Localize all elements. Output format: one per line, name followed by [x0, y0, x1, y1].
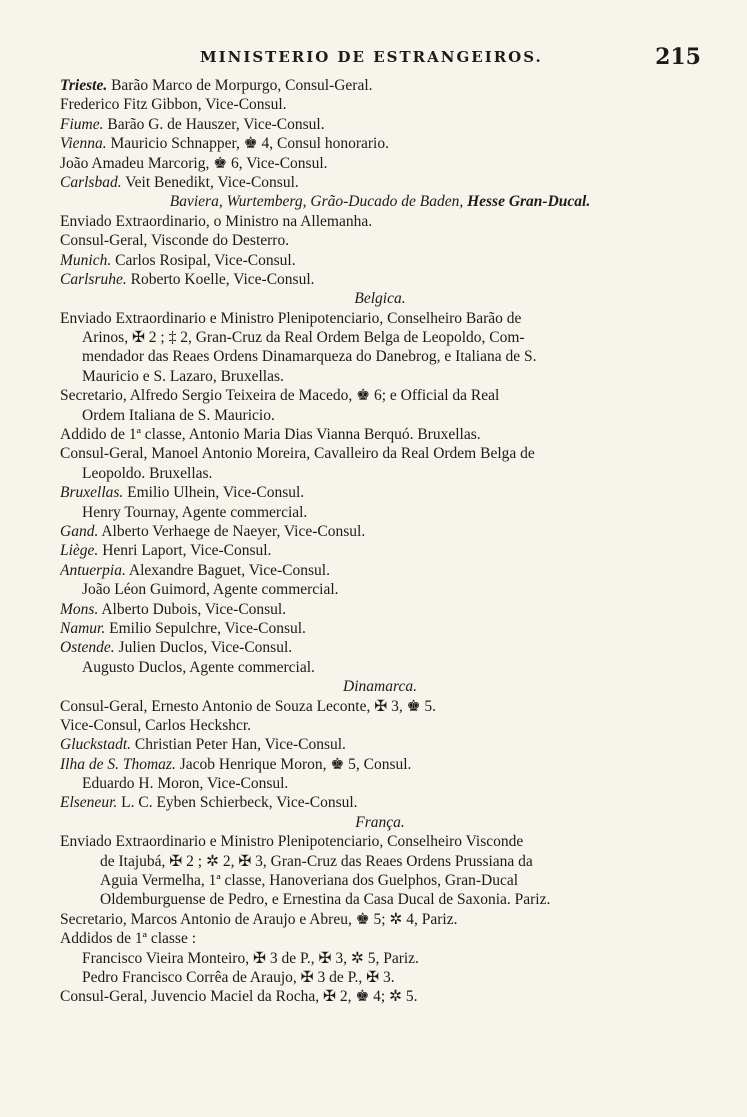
section-heading [60, 677, 700, 696]
entry-text: Julien Duclos, Vice-Consul. [114, 639, 293, 657]
entry-text: Addidos de 1ª classe : [60, 930, 197, 948]
entry-text: Jacob Henrique Moron, ♚ 5, Consul. [175, 755, 412, 773]
entry-line [60, 949, 700, 968]
section-title-extra: Hesse Gran-Ducal. [467, 193, 591, 211]
section-heading [60, 192, 700, 211]
page-header [0, 44, 747, 74]
place-name: Gand. [60, 522, 99, 540]
entry-text: Addido de 1ª classe, Antonio Maria Dias Vianna Berquó. Bruxellas. [60, 426, 481, 444]
entry-line [60, 212, 700, 231]
section-title: Belgica. [354, 290, 406, 308]
entry-text: Secretario, Alfredo Sergio Teixeira de Macedo, ♚ 6; e Official da Real [60, 387, 500, 405]
place-name: Carlsbad. [60, 173, 122, 191]
entry-text: mendador das Reaes Ordens Dinamarqueza do Danebrog, e Italiana de S. [82, 348, 537, 366]
entry-text: Mauricio e S. Lazaro, Bruxellas. [82, 367, 284, 385]
section-heading [60, 289, 700, 308]
entry-text: Henri Laport, Vice-Consul. [98, 542, 272, 560]
place-name: Carlsruhe. [60, 270, 127, 288]
entry-line [60, 832, 700, 851]
entry-text: Vice-Consul, Carlos Heckshcr. [60, 716, 252, 734]
entry-text: Consul-Geral, Ernesto Antonio de Souza Leconte, ✠ 3, ♚ 5. [60, 697, 436, 715]
entry-line [60, 600, 700, 619]
entry-line [60, 95, 700, 114]
place-name: Mons. [60, 600, 99, 618]
section-title: Baviera, Wurtemberg, Grão-Ducado de Baden, [169, 193, 464, 211]
entry-line [60, 464, 700, 483]
running-title: MINISTERIO DE ESTRANGEIROS. [200, 48, 543, 66]
entry-line [60, 444, 700, 463]
page-body [60, 76, 700, 1007]
entry-line [60, 987, 700, 1006]
entry-line [60, 115, 700, 134]
entry-line [60, 173, 700, 192]
entry-text: Arinos, ✠ 2 ; ‡ 2, Gran-Cruz da Real Ordem Belga de Leopoldo, Com- [82, 329, 525, 347]
entry-text: Aguia Vermelha, 1ª classe, Hanoveriana dos Guelphos, Gran-Ducal [100, 872, 519, 890]
entry-line [60, 561, 700, 580]
entry-line [60, 76, 700, 95]
entry-line [60, 890, 700, 909]
entry-text: Christian Peter Han, Vice-Consul. [131, 736, 346, 754]
entry-line [60, 134, 700, 153]
place-name: Fiume. [60, 115, 104, 133]
entry-text: Eduardo H. Moron, Vice-Consul. [82, 775, 289, 793]
entry-line [60, 929, 700, 948]
entry-line [60, 774, 700, 793]
entry-text: Alexandre Baguet, Vice-Consul. [125, 561, 330, 579]
entry-line [60, 638, 700, 657]
entry-line [60, 658, 700, 677]
place-name: Vienna. [60, 135, 107, 153]
entry-text: João Amadeu Marcorig, ♚ 6, Vice-Consul. [60, 154, 328, 172]
entry-line [60, 697, 700, 716]
entry-text: Barão G. de Hauszer, Vice-Consul. [103, 115, 325, 133]
entry-text: Roberto Koelle, Vice-Consul. [126, 270, 315, 288]
entry-text: Alberto Verhaege de Naeyer, Vice-Consul. [98, 522, 366, 540]
entry-line [60, 755, 700, 774]
entry-text: Augusto Duclos, Agente commercial. [82, 658, 315, 676]
entry-text: de Itajubá, ✠ 2 ; ✲ 2, ✠ 3, Gran-Cruz das Reaes Ordens Prussiana da [100, 852, 533, 870]
entry-text: Enviado Extraordinario e Ministro Plenipotenciario, Conselheiro Visconde [60, 833, 524, 851]
entry-text: Oldemburguense de Pedro, e Ernestina da Casa Ducal de Saxonia. Pariz. [100, 891, 551, 909]
entry-line [60, 910, 700, 929]
place-name: Namur. [60, 619, 106, 637]
entry-line [60, 619, 700, 638]
place-name: Liège. [60, 542, 99, 560]
entry-text: Consul-Geral, Visconde do Desterro. [60, 232, 290, 250]
entry-line [60, 367, 700, 386]
entry-text: Frederico Fitz Gibbon, Vice-Consul. [60, 96, 287, 114]
entry-text: Alberto Dubois, Vice-Consul. [98, 600, 287, 618]
place-name: Munich. [60, 251, 112, 269]
entry-text: Pedro Francisco Corrêa de Araujo, ✠ 3 de P., ✠ 3. [82, 968, 395, 986]
entry-text: Francisco Vieira Monteiro, ✠ 3 de P., ✠ 3, ✲ 5, Pariz. [82, 949, 419, 967]
entry-text: Ordem Italiana de S. Mauricio. [82, 406, 275, 424]
entry-line [60, 522, 700, 541]
place-name: Bruxellas. [60, 484, 124, 502]
entry-line [60, 871, 700, 890]
entry-line [60, 251, 700, 270]
entry-line [60, 793, 700, 812]
place-name: Elseneur. [60, 794, 118, 812]
entry-text: Leopoldo. Bruxellas. [82, 464, 213, 482]
section-title: Dinamarca. [343, 678, 417, 696]
place-name: Antuerpia. [60, 561, 126, 579]
entry-text: Henry Tournay, Agente commercial. [82, 503, 308, 521]
entry-line [60, 328, 700, 347]
entry-text: L. C. Eyben Schierbeck, Vice-Consul. [117, 794, 358, 812]
entry-line [60, 503, 700, 522]
section-title: França. [355, 813, 405, 831]
entry-line [60, 541, 700, 560]
entry-line [60, 231, 700, 250]
entry-line [60, 154, 700, 173]
entry-text: Secretario, Marcos Antonio de Araujo e Abreu, ♚ 5; ✲ 4, Pariz. [60, 910, 458, 928]
entry-text: Enviado Extraordinario, o Ministro na Allemanha. [60, 212, 373, 230]
entry-line [60, 347, 700, 366]
entry-line [60, 406, 700, 425]
entry-line [60, 580, 700, 599]
place-name: Ilha de S. Thomaz. [60, 755, 176, 773]
entry-line [60, 425, 700, 444]
entry-line [60, 270, 700, 289]
entry-text: Consul-Geral, Juvencio Maciel da Rocha, ✠ 2, ♚ 4; ✲ 5. [60, 988, 418, 1006]
place-name: Ostende. [60, 639, 115, 657]
entry-text: Carlos Rosipal, Vice-Consul. [111, 251, 296, 269]
entry-text: Mauricio Schnapper, ♚ 4, Consul honorario. [106, 135, 389, 153]
entry-line [60, 735, 700, 754]
entry-text: Barão Marco de Morpurgo, Consul-Geral. [107, 77, 373, 94]
entry-text: Consul-Geral, Manoel Antonio Moreira, Cavalleiro da Real Ordem Belga de [60, 445, 535, 463]
entry-text: Emilio Ulhein, Vice-Consul. [123, 484, 305, 502]
entry-line [60, 483, 700, 502]
entry-line [60, 309, 700, 328]
page-number: 215 [655, 44, 701, 70]
section-heading [60, 813, 700, 832]
entry-line [60, 852, 700, 871]
entry-text: Veit Benedikt, Vice-Consul. [121, 173, 299, 191]
place-name: Trieste. [60, 77, 108, 94]
entry-line [60, 386, 700, 405]
entry-text: Emilio Sepulchre, Vice-Consul. [105, 619, 306, 637]
entry-line [60, 716, 700, 735]
entry-text: Enviado Extraordinario e Ministro Plenipotenciario, Conselheiro Barão de [60, 309, 522, 327]
entry-line [60, 968, 700, 987]
place-name: Gluckstadt. [60, 736, 132, 754]
entry-text: João Léon Guimord, Agente commercial. [82, 581, 339, 599]
